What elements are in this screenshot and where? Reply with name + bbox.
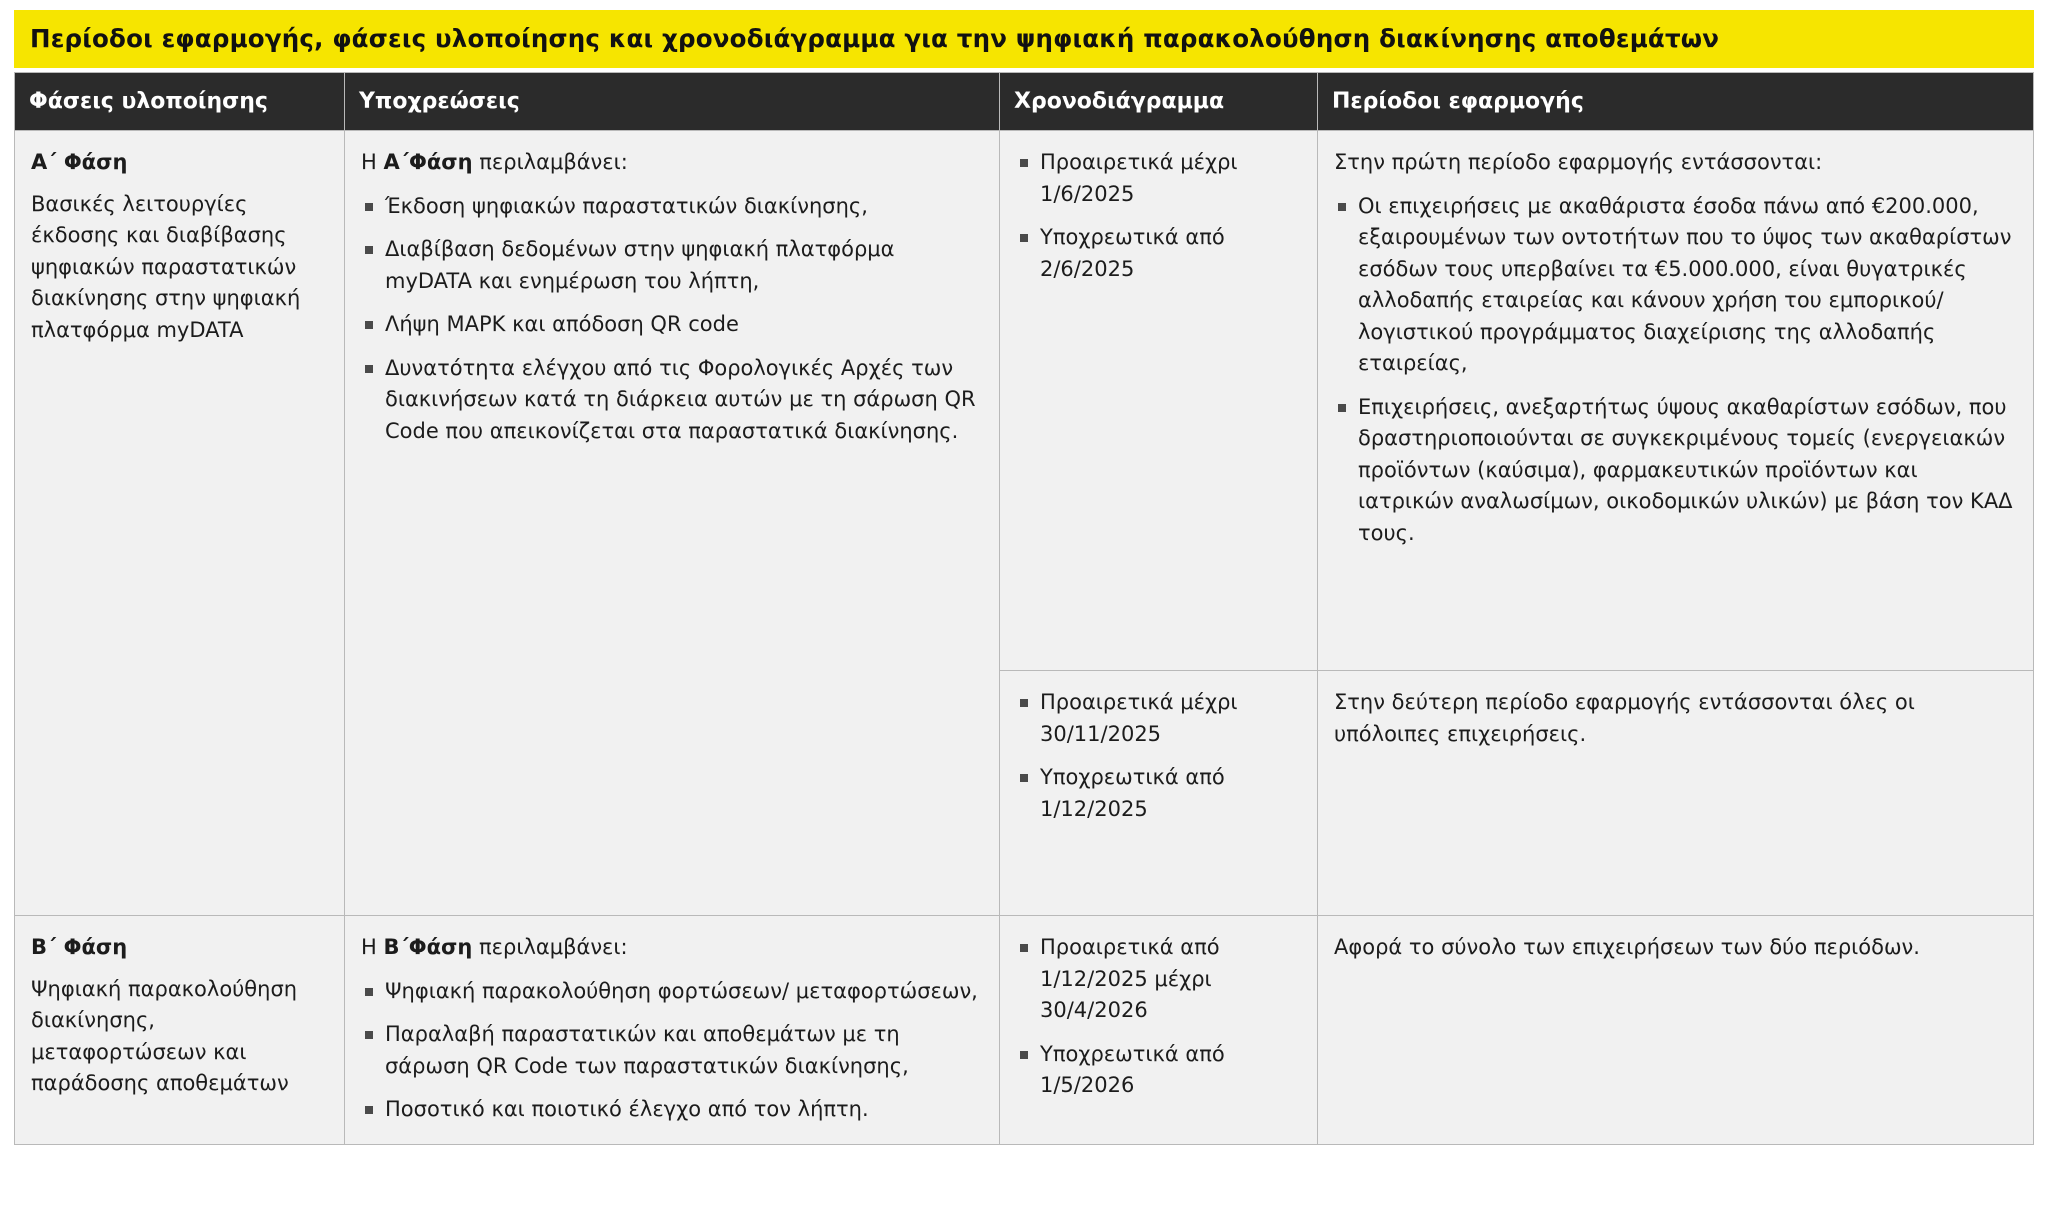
phase-b-obligations-intro [361, 932, 981, 964]
phase-a-obligations-list [361, 191, 981, 448]
phase-a-description: Βασικές λειτουργίες έκδοσης και διαβίβασης ψηφιακών παραστατικών διακίνησης στην ψηφιακή πλατφόρμα myDATA [31, 191, 301, 342]
list-item: Δυνατότητα ελέγχου από τις Φορολογικές Αρχές των διακινήσεων κατά τη διάρκεια αυτών με τη σάρωση QR Code που απεικονίζεται στα παραστατικά διακίνησης. [361, 353, 981, 448]
phase-b-intro-suffix: περιλαμβάνει: [472, 935, 628, 959]
phase-b-title: Β΄ Φάση [31, 935, 128, 959]
list-item: Διαβίβαση δεδομένων στην ψηφιακή πλατφόρμα myDATA και ενημέρωση του λήπτη, [361, 234, 981, 297]
cell-timeline-period-1 [1000, 131, 1318, 671]
phase-a-intro-bold: Α΄Φάση [383, 150, 473, 174]
phase-a-title: Α΄ Φάση [31, 150, 128, 174]
cell-phase-b [15, 916, 345, 1145]
table-header-row [15, 73, 2034, 131]
column-header-timeline: Χρονοδιάγραμμα [1000, 73, 1318, 131]
table-row-phase-a-period-1 [15, 131, 2034, 671]
cell-application-period-phase-b: Αφορά το σύνολο των επιχειρήσεων των δύο περιόδων. [1318, 916, 2034, 1145]
list-item: Προαιρετικά από 1/12/2025 μέχρι 30/4/2026 [1016, 932, 1299, 1027]
list-item: Υποχρεωτικά από 2/6/2025 [1016, 222, 1299, 285]
table-body [15, 131, 2034, 1145]
list-item: Έκδοση ψηφιακών παραστατικών διακίνησης, [361, 191, 981, 223]
phase-a-obligations-intro [361, 147, 981, 179]
cell-phase-b-obligations [345, 916, 1000, 1145]
list-item: Ψηφιακή παρακολούθηση φορτώσεων/ μεταφορτώσεων, [361, 976, 981, 1008]
cell-timeline-period-2 [1000, 671, 1318, 916]
phase-a-intro-suffix: περιλαμβάνει: [472, 150, 628, 174]
column-header-application-periods: Περίοδοι εφαρμογής [1318, 73, 2034, 131]
phase-b-intro-prefix: Η [361, 935, 384, 959]
timeline-phase-b-list [1016, 932, 1299, 1102]
list-item: Προαιρετικά μέχρι 1/6/2025 [1016, 147, 1299, 210]
list-item: Οι επιχειρήσεις με ακαθάριστα έσοδα πάνω από €200.000, εξαιρουμένων των οντοτήτων που το ύψος των ακαθαρίστων εσόδων τους υπερβαίνει τα €5.000.000, είναι θυγατρικές αλλοδαπής εταιρείας και κάνουν χρήση του εμπορικού/ λογιστικού προγράμματος διαχείρισης της αλλοδαπής εταιρείας, [1334, 191, 2015, 380]
list-item: Παραλαβή παραστατικών και αποθεμάτων με τη σάρωση QR Code των παραστατικών διακίνησης, [361, 1019, 981, 1082]
list-item: Λήψη ΜΑΡΚ και απόδοση QR code [361, 309, 981, 341]
timeline-period-2-list [1016, 687, 1299, 825]
phase-b-obligations-list [361, 976, 981, 1126]
cell-application-period-2: Στην δεύτερη περίοδο εφαρμογής εντάσσονται όλες οι υπόλοιπες επιχειρήσεις. [1318, 671, 2034, 916]
cell-phase-a-obligations [345, 131, 1000, 916]
list-item: Προαιρετικά μέχρι 30/11/2025 [1016, 687, 1299, 750]
list-item: Υποχρεωτικά από 1/5/2026 [1016, 1039, 1299, 1102]
cell-timeline-phase-b [1000, 916, 1318, 1145]
list-item: Επιχειρήσεις, ανεξαρτήτως ύψους ακαθαρίστων εσόδων, που δραστηριοποιούνται σε συγκεκριμένους τομείς (ενεργειακών προϊόντων (καύσιμα), φαρμακευτικών προϊόντων και ιατρικών αναλωσίμων, οικοδομικών υλικών) με βάση τον ΚΑΔ τους. [1334, 392, 2015, 550]
page-title: Περίοδοι εφαρμογής, φάσεις υλοποίησης και χρονοδιάγραμμα για την ψηφιακή παρακολούθηση διακίνησης αποθεμάτων [14, 10, 2034, 68]
implementation-timeline-table [14, 72, 2034, 1145]
column-header-obligations: Υποχρεώσεις [345, 73, 1000, 131]
table-header [15, 73, 2034, 131]
column-header-phases: Φάσεις υλοποίησης [15, 73, 345, 131]
cell-application-period-1 [1318, 131, 2034, 671]
period-1-intro: Στην πρώτη περίοδο εφαρμογής εντάσσονται: [1334, 150, 1823, 174]
timeline-period-1-list [1016, 147, 1299, 285]
phase-a-intro-prefix: Η [361, 150, 384, 174]
list-item: Υποχρεωτικά από 1/12/2025 [1016, 762, 1299, 825]
cell-phase-a [15, 131, 345, 916]
phase-b-description: Ψηφιακή παρακολούθηση διακίνησης, μεταφορτώσεων και παράδοσης αποθεμάτων [31, 976, 298, 1095]
phase-b-intro-bold: Β΄Φάση [383, 935, 473, 959]
list-item: Ποσοτικό και ποιοτικό έλεγχο από τον λήπτη. [361, 1094, 981, 1126]
table-row-phase-b [15, 916, 2034, 1145]
period-1-list [1334, 191, 2015, 550]
